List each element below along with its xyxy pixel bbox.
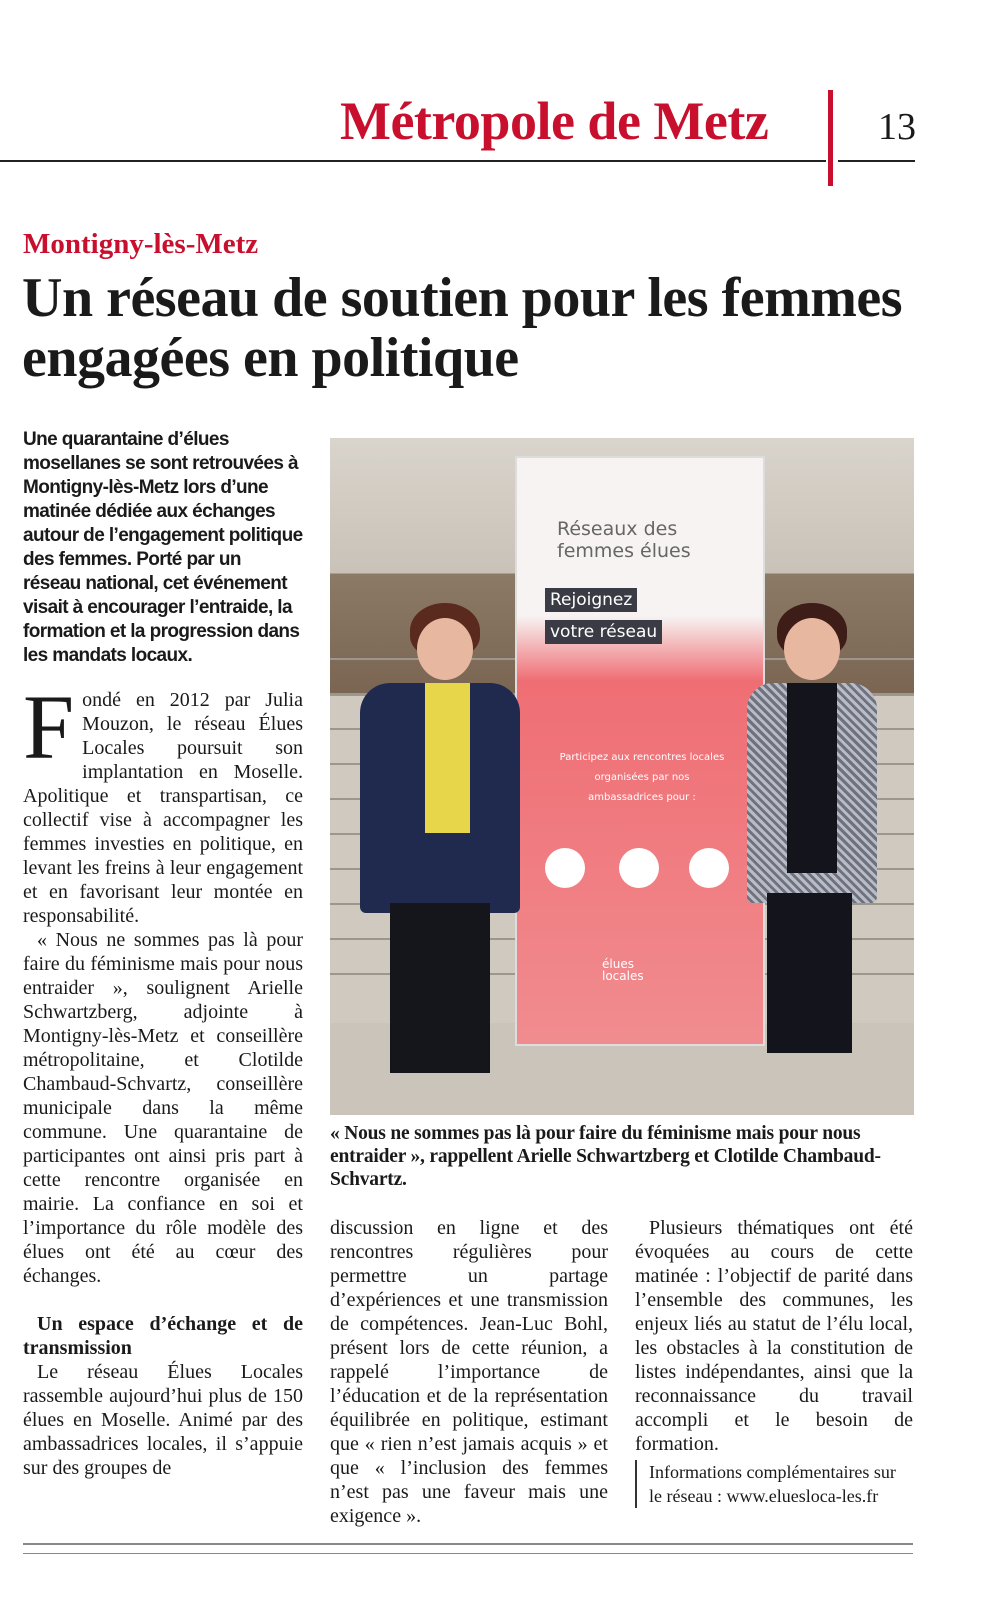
body-column-2 (330, 1216, 608, 1528)
footer-rule (23, 1553, 913, 1554)
person-right (742, 603, 882, 1053)
body-column-3 (635, 1216, 913, 1456)
subheading: Un espace d’échange et de transmission (23, 1313, 303, 1359)
microphone-icon (545, 848, 585, 888)
paragraph (23, 676, 303, 928)
info-box: Informations complémentaires sur le réseau : www.eluesloca-les.fr (635, 1460, 913, 1508)
person-left (355, 603, 520, 1073)
article-kicker: Montigny-lès-Metz (23, 228, 259, 260)
banner-tag: Rejoignez (545, 588, 637, 612)
paragraph: Plusieurs thématiques ont été évoquées au cours de cette matinée : l’objectif de parité dans l’ensemble des communes, les enjeux liés au statut de l’élu local, les obstacles à la constitution de listes indépendantes, ainsi que la reconnaissance du travail accompli et le besoin de formation. (635, 1217, 913, 1455)
paragraph: Le réseau Élues Locales rassemble aujourd’hui plus de 150 élues en Moselle. Animé par des ambassadrices locales, il s’appuie sur des groupes de (23, 1361, 303, 1479)
banner-text: Participez aux rencontres locales organisées par nos ambassadrices pour : (559, 752, 725, 803)
header-rule (838, 160, 915, 162)
column-1 (23, 428, 303, 1480)
article-lead: Une quarantaine d’élues mosellanes se sont retrouvées à Montigny-lès-Metz lors d’une matinée dédiée aux échanges autour de l’engagement politique des femmes. Porté par un réseau national, cet événement visait à encourager l’entraide, la formation et la progression dans les mandats locaux. (23, 429, 303, 666)
support-icon (689, 848, 729, 888)
drop-cap: F (23, 676, 75, 778)
header-rule (0, 160, 826, 162)
body-column-1-bottom (23, 1312, 303, 1480)
footer-rule (23, 1543, 913, 1545)
body-column-1 (23, 676, 303, 1288)
section-title: Métropole de Metz (340, 91, 769, 151)
article-photo (330, 438, 914, 1115)
page-number: 13 (878, 106, 916, 148)
paragraph-text: ondé en 2012 par Julia Mouzon, le réseau Élues Locales poursuit son implantation en Moselle. Apolitique et transpartisan, ce collectif vise à accompagner les femmes investies en politique, en levant les freins à leur engagement et en favorisant leur montée en responsabilité. (23, 689, 303, 927)
section-divider (828, 90, 833, 186)
paragraph: discussion en ligne et des rencontres régulières pour permettre un partage d’expériences et une transmission de compétences. Jean-Luc Bohl, présent lors de cette réunion, a rappelé l’importance de l’éducation et de la représentation équilibrée en politique, estimant que « rien n’est jamais acquis » et que « l’inclusion des femmes n’est pas une faveur mais une exigence ». (330, 1217, 608, 1527)
column-3 (635, 1216, 913, 1508)
banner-tag: votre réseau (545, 620, 662, 644)
article-headline: Un réseau de soutien pour les femmes engagées en politique (22, 267, 903, 389)
paragraph: « Nous ne sommes pas là pour faire du féminisme mais pour nous entraider », soulignent Arielle Schwartzberg, adjointe à Montigny-lès-Metz et conseillère métropolitaine, et Clotilde Chambaud-Schvartz, conseillère municipale dans la même commune. Une quarantaine de participantes ont ainsi pris part à cette rencontre organisée en mairie. La confiance en soi et l’importance du rôle modèle des élues ont été au cœur des échanges. (23, 929, 303, 1287)
banner-title: Réseaux des femmes élues (557, 518, 691, 562)
banner-logo: élues locales (602, 957, 644, 983)
people-icon (619, 848, 659, 888)
rollup-banner (515, 456, 765, 1046)
photo-caption: « Nous ne sommes pas là pour faire du féminisme mais pour nous entraider », rappellent Arielle Schwartzberg et Clotilde Chambaud-Schvartz. (330, 1123, 881, 1190)
